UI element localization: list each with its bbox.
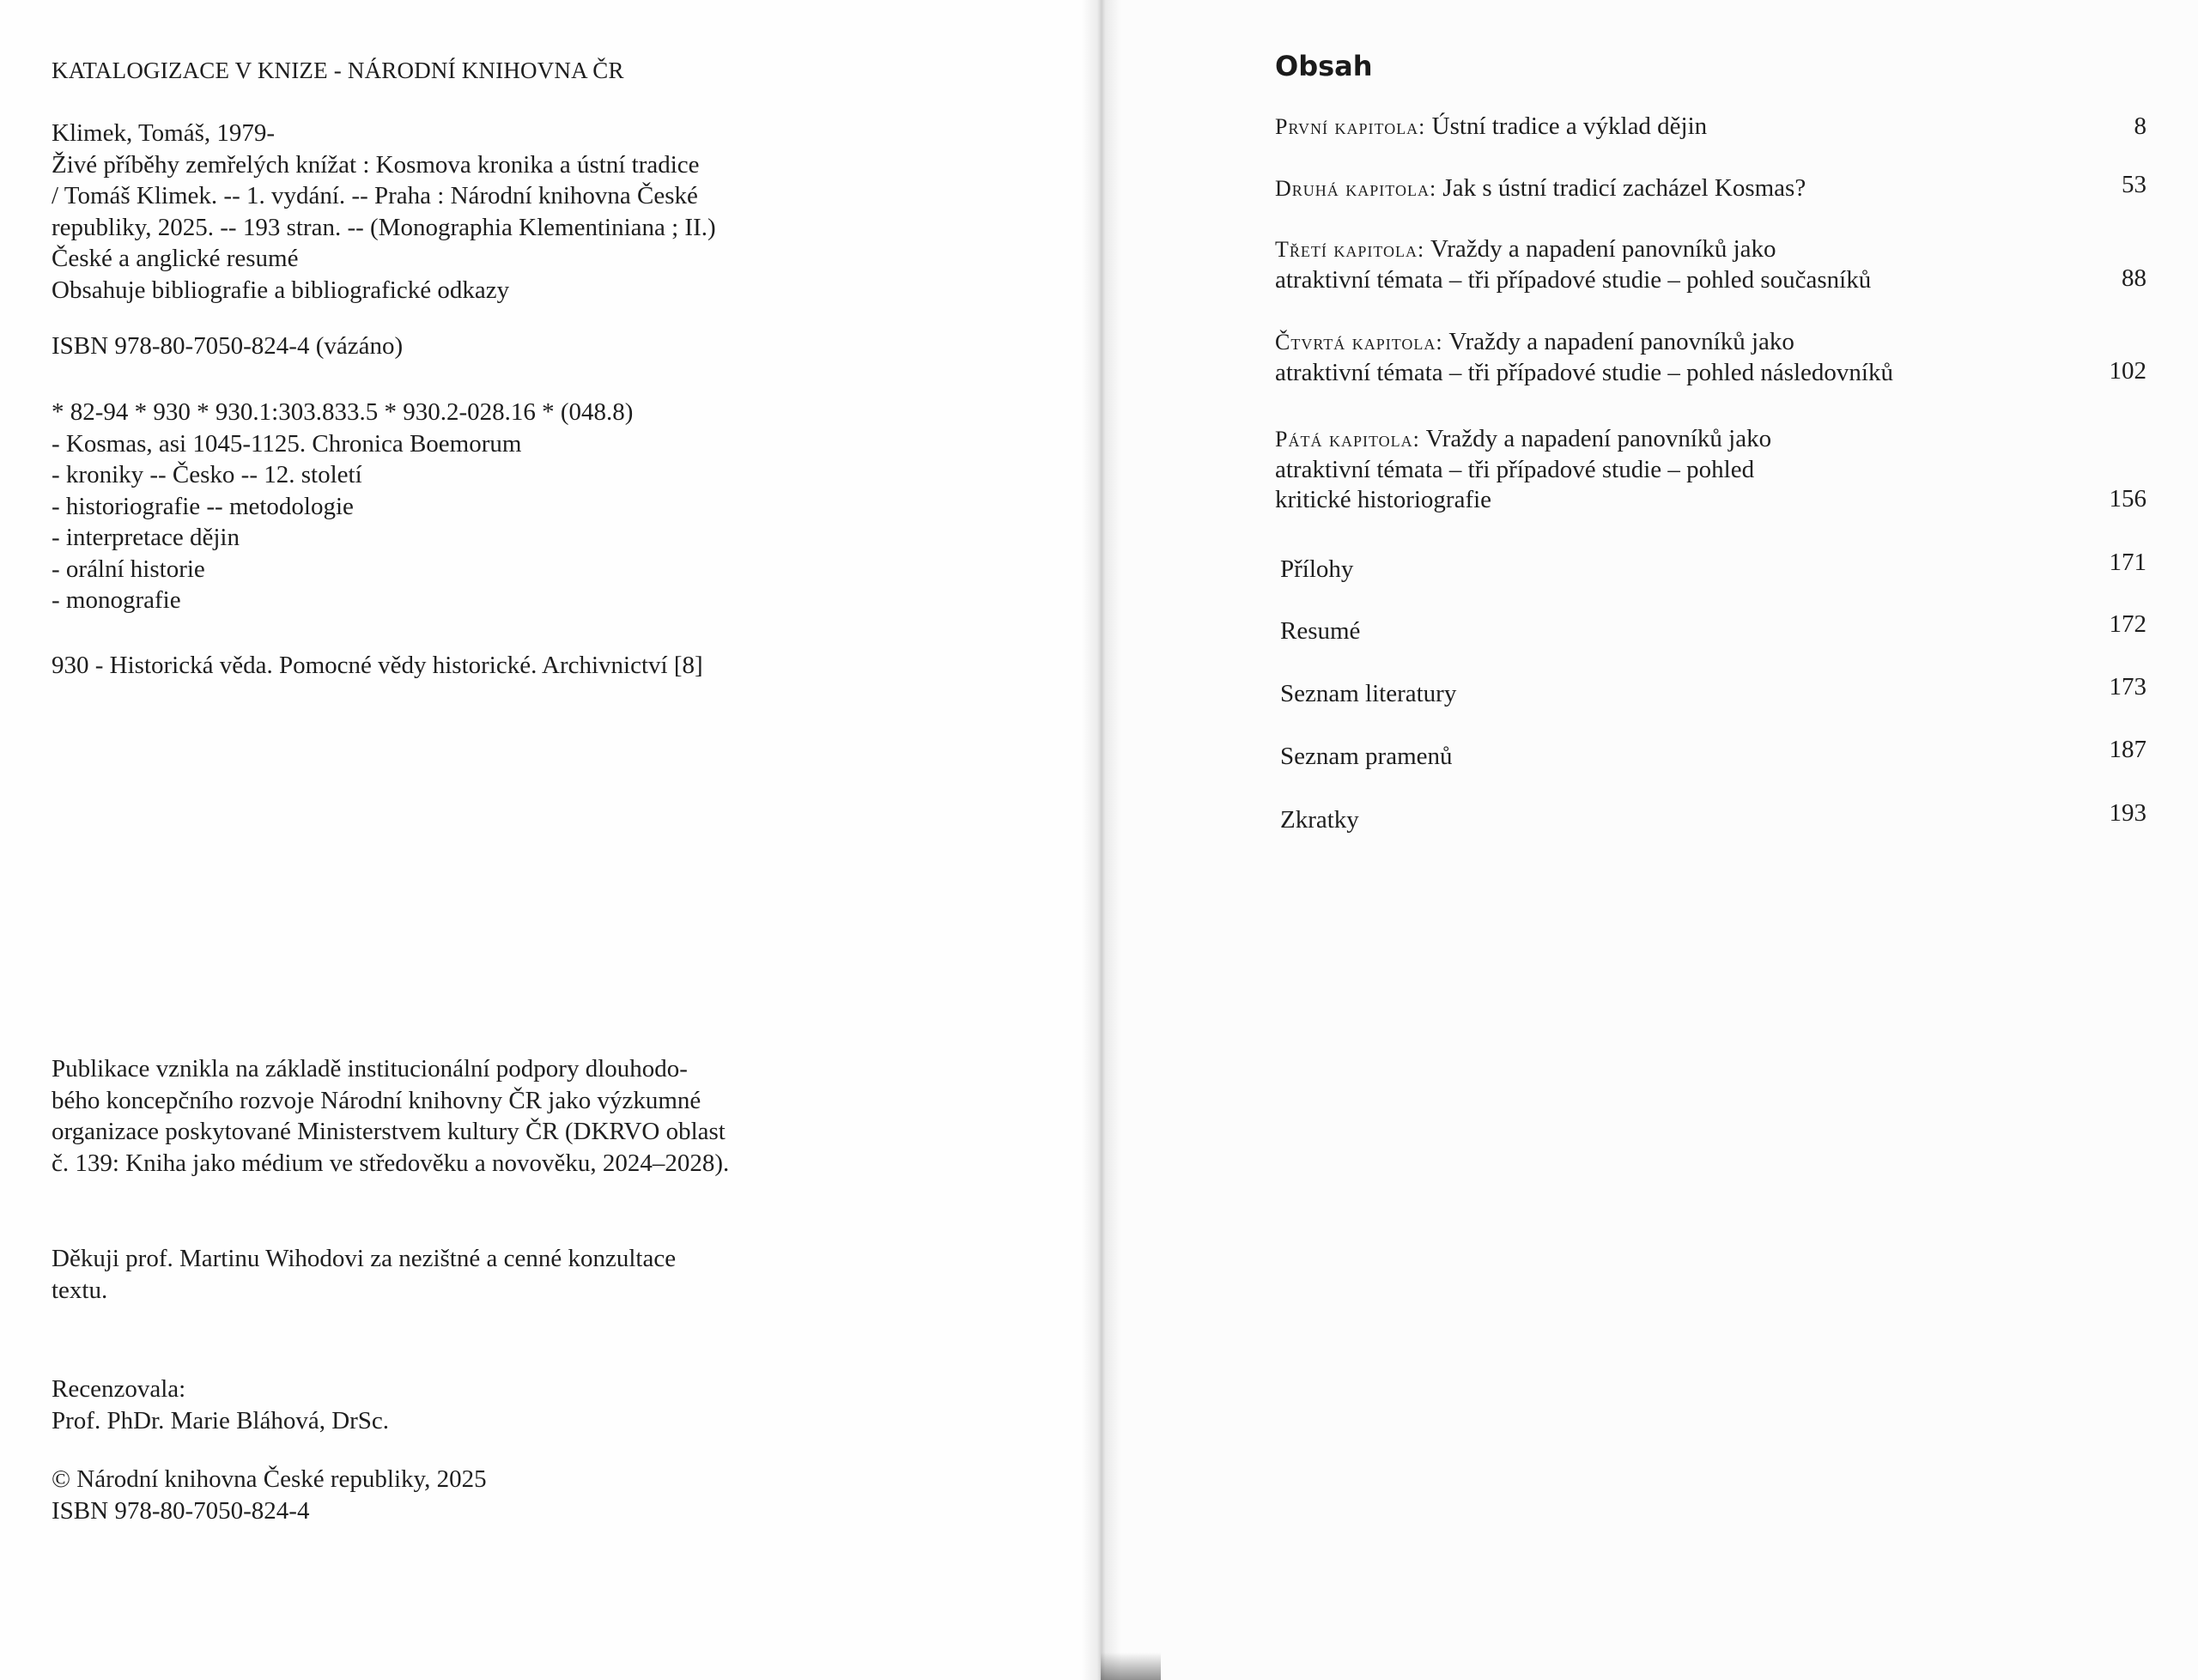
acknowledgement-line: textu. — [52, 1276, 108, 1304]
funding-line: Publikace vznikla na základě institucionální podpory dlouhodo- — [52, 1055, 688, 1083]
gutter-shadow — [1101, 1653, 1161, 1680]
subject-line: - orální historie — [52, 555, 205, 583]
toc-entry-chapter-3[interactable] — [1275, 234, 2146, 295]
toc-entry-appendices[interactable] — [1280, 549, 2146, 585]
record-publication: / Tomáš Klimek. -- 1. vydání. -- Praha : Národní knihovna České — [52, 182, 698, 209]
toc-entry-abbreviations[interactable] — [1280, 799, 2146, 836]
copyright — [52, 1464, 798, 1526]
toc-entry-chapter-2[interactable] — [1275, 173, 2146, 204]
toc-entry-title — [1275, 234, 2031, 295]
toc-entry-title — [1275, 173, 2031, 204]
toc-entry-title: Zkratky — [1280, 806, 1359, 834]
book-gutter — [1082, 0, 1121, 1680]
toc-entry-text: Ústní tradice a výklad dějin — [1431, 112, 1708, 140]
record-author: Klimek, Tomáš, 1979- — [52, 119, 276, 147]
conspectus-line: 930 - Historická věda. Pomocné vědy historické. Archivnictví [8] — [52, 652, 703, 679]
toc-page-number: 53 — [2122, 171, 2146, 198]
toc-page-number: 88 — [2122, 264, 2146, 292]
toc-page-number: 193 — [2109, 799, 2146, 827]
record-bibliography-note: Obsahuje bibliografie a bibliografické odkazy — [52, 276, 510, 304]
chapter-label: Pátá kapitola: — [1275, 427, 1420, 452]
funding-note — [52, 1053, 798, 1179]
subject-line: - Kosmas, asi 1045-1125. Chronica Boemorum — [52, 429, 522, 458]
toc-entry-title: Přílohy — [1280, 555, 1354, 583]
chapter-label: Třetí kapitola: — [1275, 237, 1425, 262]
acknowledgement-line: Děkuji prof. Martinu Wihodovi za nezištné a cenné konzultace — [52, 1245, 677, 1272]
toc-page-number: 172 — [2109, 610, 2146, 638]
reviewer — [52, 1374, 798, 1436]
subject-line: - interpretace dějin — [52, 524, 240, 551]
toc-page-number: 187 — [2109, 736, 2146, 763]
toc-entry-chapter-4[interactable] — [1275, 327, 2146, 388]
record-series: republiky, 2025. -- 193 stran. -- (Monographia Klementiniana ; II.) — [52, 213, 716, 241]
isbn-line: ISBN 978-80-7050-824-4 — [52, 1496, 310, 1525]
toc-entry-title — [1275, 327, 2031, 388]
funding-line: bého koncepčního rozvoje Národní knihovny ČR jako výzkumné — [52, 1086, 701, 1114]
toc-entry-title — [1275, 112, 2031, 143]
toc-page-number: 173 — [2109, 673, 2146, 701]
toc-entry-text: atraktivní témata – tři případové studie – pohled následovníků — [1275, 358, 1893, 386]
toc-entry-text: atraktivní témata – tři případové studie – pohled současníků — [1275, 265, 1872, 294]
subject-line: - historiografie -- metodologie — [52, 492, 354, 520]
udc-subjects — [52, 397, 798, 616]
record-resume-note: České a anglické resumé — [52, 245, 299, 272]
cip-heading: KATALOGIZACE V KNIZE - NÁRODNÍ KNIHOVNA ČR — [52, 58, 624, 83]
left-page — [0, 0, 1097, 1680]
toc-entry-summary[interactable] — [1280, 610, 2146, 647]
udc-codes: * 82-94 * 930 * 930.1:303.833.5 * 930.2-028.16 * (048.8) — [52, 398, 634, 426]
toc-entry-sources[interactable] — [1280, 736, 2146, 773]
toc-page-number: 156 — [2109, 485, 2146, 512]
isbn-bound: ISBN 978-80-7050-824-4 (vázáno) — [52, 332, 404, 360]
toc-entry-text: Vraždy a napadení panovníků jako — [1425, 425, 1772, 452]
chapter-label: Druhá kapitola: — [1275, 176, 1437, 201]
toc-title: Obsah — [1275, 50, 1373, 82]
chapter-label: Čtvrtá kapitola: — [1275, 330, 1443, 355]
toc-entry-chapter-5[interactable] — [1275, 424, 2146, 516]
toc-entry-text: kritické historiografie — [1275, 486, 1492, 513]
acknowledgement — [52, 1243, 798, 1306]
toc-page-number: 102 — [2109, 357, 2146, 385]
reviewer-label: Recenzovala: — [52, 1375, 186, 1403]
toc-entry-title: Seznam pramenů — [1280, 743, 1453, 770]
toc-page-number: 8 — [2134, 112, 2146, 140]
toc-entry-title — [1275, 424, 2031, 516]
toc-entry-text: Vraždy a napadení panovníků jako — [1448, 328, 1794, 355]
toc-entry-title: Resumé — [1280, 617, 1361, 645]
reviewer-name: Prof. PhDr. Marie Bláhová, DrSc. — [52, 1406, 390, 1434]
chapter-label: První kapitola: — [1275, 114, 1426, 139]
toc-entry-text: Jak s ústní tradicí zacházel Kosmas? — [1442, 174, 1806, 202]
subject-line: - monografie — [52, 586, 181, 614]
funding-line: č. 139: Kniha jako médium ve středověku a novověku, 2024–2028). — [52, 1149, 730, 1177]
funding-line: organizace poskytované Ministerstvem kultury ČR (DKRVO oblast — [52, 1118, 726, 1145]
toc-page-number: 171 — [2109, 549, 2146, 576]
toc-entry-literature[interactable] — [1280, 673, 2146, 710]
toc-entry-text: Vraždy a napadení panovníků jako — [1430, 235, 1776, 263]
record-title: Živé příběhy zemřelých knížat : Kosmova kronika a ústní tradice — [52, 150, 700, 179]
toc-entry-text: atraktivní témata – tři případové studie – pohled — [1275, 455, 1755, 483]
copyright-line: © Národní knihovna České republiky, 2025 — [52, 1465, 487, 1493]
toc-entry-title: Seznam literatury — [1280, 680, 1457, 707]
catalog-record — [52, 118, 798, 306]
toc-entry-chapter-1[interactable] — [1275, 112, 2146, 143]
subject-line: - kroniky -- Česko -- 12. století — [52, 461, 362, 488]
